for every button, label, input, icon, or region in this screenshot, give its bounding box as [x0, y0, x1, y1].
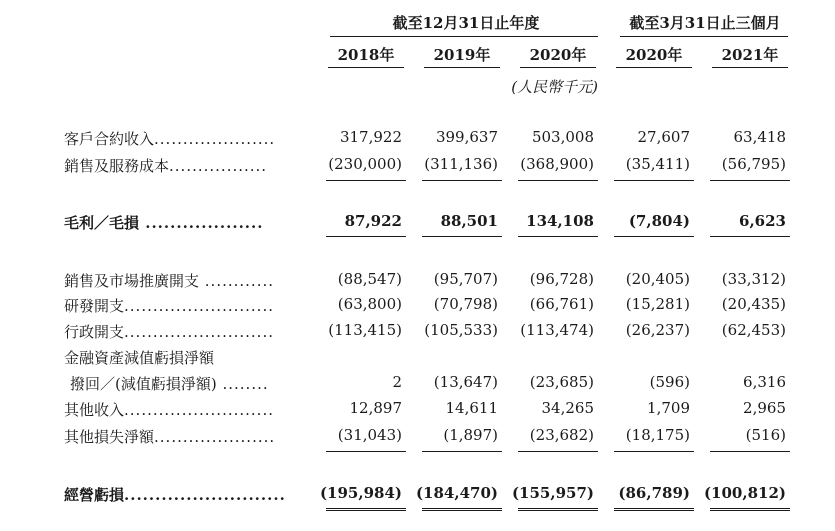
cell-otherinc-2019: 14,611 — [445, 399, 498, 417]
cell-otherloss-2021q: (516) — [745, 426, 786, 444]
cell-admin-2018: (113,415) — [328, 321, 402, 339]
operating-rule-2019 — [422, 451, 502, 452]
cell-rnd-2018: (63,800) — [337, 295, 402, 313]
cell-gross-2021q: 6,623 — [739, 212, 786, 230]
cell-oploss-2019: (184,470) — [415, 484, 498, 502]
cell-cost-2019: (311,136) — [424, 155, 498, 173]
currency-unit-note: (人民幣千元) — [511, 78, 598, 96]
year-2020-q-header: 2020年 — [625, 46, 683, 64]
cell-selling-2019: (95,707) — [433, 270, 498, 288]
year-2020-rule — [520, 67, 596, 68]
cell-admin-2020q: (26,237) — [625, 321, 690, 339]
cell-impair-2020: (23,685) — [529, 373, 594, 391]
row-label-selling-marketing: 銷售及市場推廣開支 ............ — [64, 272, 275, 290]
cell-admin-2021q: (62,453) — [721, 321, 786, 339]
cell-selling-2018: (88,547) — [337, 270, 402, 288]
cell-admin-2020: (113,474) — [520, 321, 594, 339]
cell-oploss-2018: (195,984) — [319, 484, 402, 502]
cell-otherloss-2018: (31,043) — [337, 426, 402, 444]
total-double-rule-2020q — [614, 508, 694, 511]
row-label-gross-profit: 毛利／毛損 ................... — [64, 214, 264, 232]
cell-cost-2018: (230,000) — [328, 155, 402, 173]
total-double-rule-2018 — [326, 508, 406, 511]
year-2020-q-rule — [616, 67, 692, 68]
cell-cost-2021q: (56,795) — [721, 155, 786, 173]
cell-oploss-2020q: (86,789) — [618, 484, 690, 502]
cell-admin-2019: (105,533) — [424, 321, 498, 339]
year-2019-header: 2019年 — [433, 46, 491, 64]
cell-revenue-2018: 317,922 — [339, 128, 402, 146]
cell-impair-2020q: (596) — [649, 373, 690, 391]
cell-cost-2020q: (35,411) — [625, 155, 690, 173]
subtotal-rule-2018 — [326, 180, 406, 181]
cell-gross-2019: 88,501 — [440, 212, 498, 230]
row-label-other-losses: 其他損失淨額..................... — [64, 428, 276, 446]
cell-gross-2020: 134,108 — [526, 212, 594, 230]
subtotal-rule-2021q — [710, 180, 790, 181]
gross-rule-2019 — [422, 236, 502, 237]
cell-cost-2020: (368,900) — [520, 155, 594, 173]
year-2020-header: 2020年 — [529, 46, 587, 64]
cell-selling-2021q: (33,312) — [721, 270, 786, 288]
cell-rnd-2019: (70,798) — [433, 295, 498, 313]
operating-rule-2020 — [518, 451, 598, 452]
row-label-other-income: 其他收入.......................... — [64, 401, 274, 419]
subtotal-rule-2020 — [518, 180, 598, 181]
cell-impair-2019: (13,647) — [433, 373, 498, 391]
operating-rule-2021q — [710, 451, 790, 452]
row-label-revenue: 客戶合約收入..................... — [64, 130, 276, 148]
header-group-fiscal-year: 截至12月31日止年度 — [392, 14, 540, 32]
year-2021-q-rule — [712, 67, 788, 68]
cell-rnd-2020: (66,761) — [529, 295, 594, 313]
cell-otherloss-2020: (23,682) — [529, 426, 594, 444]
cell-revenue-2021q: 63,418 — [733, 128, 786, 146]
header-group-quarter-rule — [620, 36, 788, 37]
header-group-quarter: 截至3月31日止三個月 — [629, 14, 781, 32]
cell-otherinc-2020q: 1,709 — [647, 399, 690, 417]
year-2018-rule — [328, 67, 404, 68]
cell-revenue-2019: 399,637 — [435, 128, 498, 146]
row-label-impairment-reversal: 撥回／(減值虧損淨額) ........ — [70, 375, 269, 393]
cell-oploss-2020: (155,957) — [511, 484, 594, 502]
header-group-fiscal-year-rule — [330, 36, 598, 37]
year-2018-header: 2018年 — [337, 46, 395, 64]
cell-otherinc-2018: 12,897 — [349, 399, 402, 417]
total-double-rule-2020 — [518, 508, 598, 511]
year-2021-q-header: 2021年 — [721, 46, 779, 64]
row-label-impairment-heading: 金融資產減值虧損淨額 — [64, 349, 215, 367]
cell-gross-2020q: (7,804) — [628, 212, 690, 230]
gross-rule-2020 — [518, 236, 598, 237]
cell-gross-2018: 87,922 — [344, 212, 402, 230]
cell-revenue-2020q: 27,607 — [637, 128, 690, 146]
row-label-operating-loss: 經營虧損.......................... — [64, 486, 286, 504]
cell-selling-2020q: (20,405) — [625, 270, 690, 288]
cell-impair-2021q: 6,316 — [743, 373, 786, 391]
subtotal-rule-2020q — [614, 180, 694, 181]
year-2019-rule — [424, 67, 500, 68]
cell-rnd-2020q: (15,281) — [625, 295, 690, 313]
cell-otherinc-2020: 34,265 — [541, 399, 594, 417]
row-label-cost-of-sales: 銷售及服務成本................. — [64, 157, 268, 175]
cell-rnd-2021q: (20,435) — [721, 295, 786, 313]
cell-otherloss-2020q: (18,175) — [625, 426, 690, 444]
cell-revenue-2020: 503,008 — [531, 128, 594, 146]
gross-rule-2018 — [326, 236, 406, 237]
total-double-rule-2021q — [710, 508, 790, 511]
gross-rule-2020q — [614, 236, 694, 237]
row-label-admin: 行政開支.......................... — [64, 323, 274, 341]
total-double-rule-2019 — [422, 508, 502, 511]
cell-otherinc-2021q: 2,965 — [743, 399, 786, 417]
cell-impair-2018: 2 — [392, 373, 402, 391]
cell-oploss-2021q: (100,812) — [703, 484, 786, 502]
row-label-rnd: 研發開支.......................... — [64, 297, 274, 315]
operating-rule-2020q — [614, 451, 694, 452]
gross-rule-2021q — [710, 236, 790, 237]
operating-rule-2018 — [326, 451, 406, 452]
cell-selling-2020: (96,728) — [529, 270, 594, 288]
subtotal-rule-2019 — [422, 180, 502, 181]
cell-otherloss-2019: (1,897) — [443, 426, 498, 444]
